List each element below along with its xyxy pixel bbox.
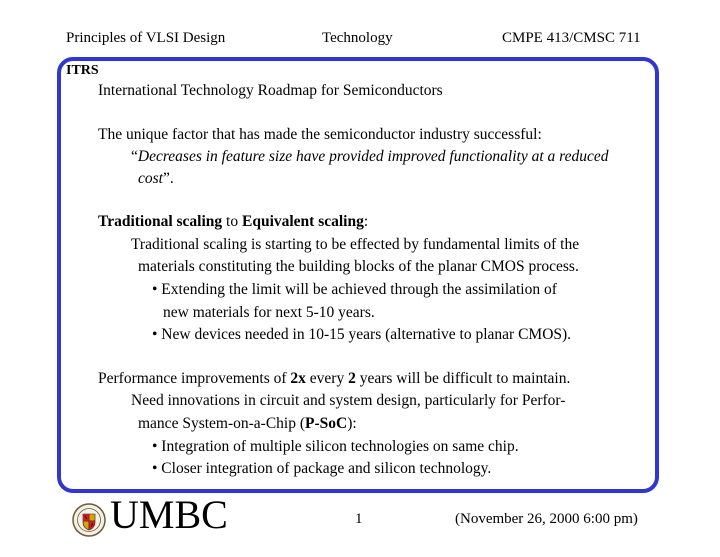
perf-text-c: every: [305, 370, 349, 387]
page-number: 1: [355, 511, 363, 527]
slide-date: (November 26, 2000 6:00 pm): [455, 511, 638, 527]
scaling-heading: [98, 213, 368, 231]
innovation-text-1: Need innovations in circuit and system design, particularly for Perfor-: [131, 392, 566, 409]
perf-text-e: years will be difficult to maintain.: [355, 370, 571, 387]
bullet-package: • Closer integration of package and silicon technology.: [152, 460, 492, 477]
bullet-extending-1: • Extending the limit will be achieved through the assimilation of: [152, 281, 557, 298]
unique-factor-intro: The unique factor that has made the semiconductor industry successful:: [98, 126, 542, 143]
psoc-text-a: mance System-on-a-Chip (: [138, 415, 306, 432]
header-course-title: Principles of VLSI Design: [66, 30, 226, 46]
umbc-logo: UMBC: [110, 492, 228, 537]
perf-text-a: Performance improvements of: [98, 370, 291, 387]
itrs-full-name: International Technology Roadmap for Semiconductors: [98, 82, 443, 99]
header-course-code: CMPE 413/CMSC 711: [502, 30, 641, 46]
quote-line-2: [138, 170, 174, 188]
quote-text-2: cost: [138, 170, 163, 187]
innovation-text-2: [138, 415, 357, 433]
quote-close-mark: ”.: [162, 170, 174, 187]
scaling-to: to: [222, 213, 242, 230]
psoc-text-c: ):: [347, 415, 357, 432]
traditional-scaling-label: Traditional scaling: [98, 213, 223, 230]
quote-text-1: Decreases in feature size have provided improved functionality at a reduced: [137, 148, 609, 165]
equivalent-scaling-label: Equivalent scaling: [241, 213, 364, 230]
header-topic: Technology: [322, 30, 393, 46]
bullet-integration: • Integration of multiple silicon technologies on same chip.: [152, 438, 519, 455]
scaling-colon: :: [363, 213, 369, 230]
section-title: ITRS: [66, 63, 99, 78]
bullet-new-devices: • New devices needed in 10-15 years (alternative to planar CMOS).: [152, 326, 572, 343]
scaling-text-1: Traditional scaling is starting to be effected by fundamental limits of the: [131, 236, 580, 253]
bullet-extending-2: new materials for next 5-10 years.: [163, 304, 375, 321]
quote-open-mark: “: [131, 148, 138, 165]
psoc-acronym: P-SoC: [305, 415, 348, 432]
scaling-text-2: materials constituting the building blocks of the planar CMOS process.: [138, 258, 579, 275]
perf-factor: 2x: [290, 370, 306, 387]
perf-years: 2: [348, 370, 356, 387]
performance-line: [98, 370, 570, 388]
quote-line-1: [131, 148, 609, 166]
umbc-seal-icon: [72, 503, 106, 537]
